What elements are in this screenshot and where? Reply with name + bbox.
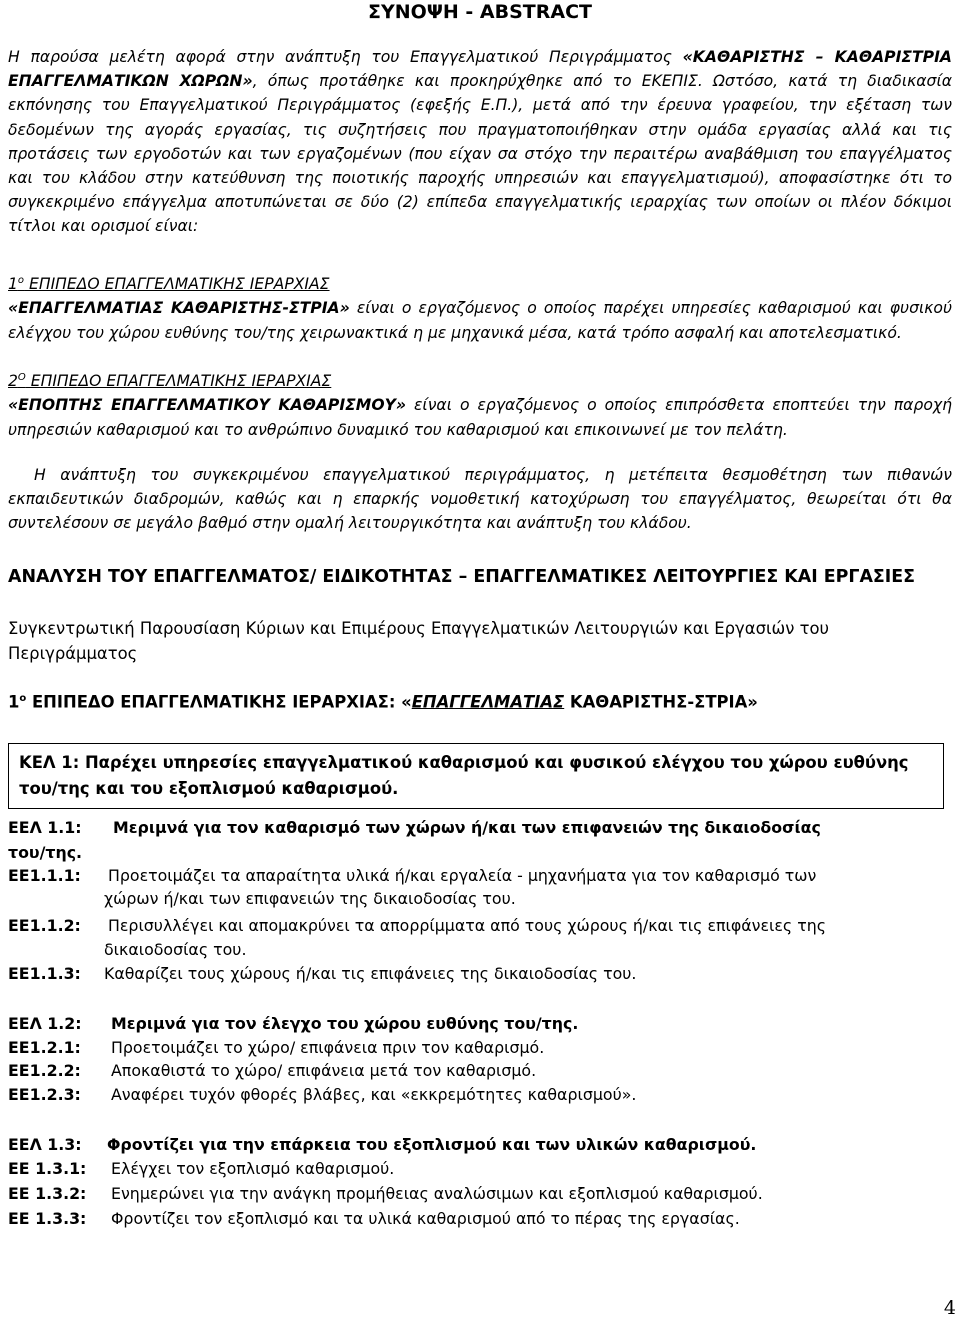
ee-text: Προετοιμάζει τα απαραίτητα υλικά ή/και εργαλεία - μηχανήματα για τον καθαρισμό των <box>108 866 817 885</box>
abstract-closing: Η ανάπτυξη του συγκεκριμένου επαγγελματικού περιγράμματος, η μετέπειτα θεσμοθέτηση των πιθανών εκπαιδευτικών διαδρομών, καθώς και η επαρκής νομοθετική κατοχύρωση του επαγγέλματος, θεωρείται ότι θα συντελέσουν σε μεγάλο βαθμό στην ομαλή λειτουργικότητα και ανάπτυξη του κλάδου. <box>8 466 952 533</box>
kel-text: ΚΕΛ 1: Παρέχει υπηρεσίες επαγγελματικού καθαρισμού και φυσικού ελέγχου του χώρου ευθύνης του/της και του εξοπλισμού καθαρισμού. <box>19 753 909 798</box>
abstract-intro-text-c: , όπως προτάθηκε και προκηρύχθηκε από το ΕΚΕΠΙΣ. Ωστόσο, κατά τη διαδικασία εκπόνησης του Επαγγελματικού Περιγράμματος (εφεξής Ε.Π.), μετά από την έρευνα γραφείου, την εξέταση των δεδομένων της αγοράς εργασίας, τις συζητήσεις που πραγματοποιήθηκαν στην ομάδα εργασίας αλλά και τις προτάσεις των εργοδοτών και των εργαζομένων (που είχαν σα στόχο την περαιτέρω αναβάθμιση του επαγγέλματος και του κλάδου στην κατεύθυνση της ποιοτικής παροχής υπηρεσιών και επαγγελματισμού), αποφασίστηκε ότι το συγκεκριμένο επάγγελμα αποτυπώνεται σε δύο (2) επίπεδα επαγγελματικής ιεραρχίας των οποίων οι πλέον δόκιμοι τίτλοι και ορισμοί είναι: <box>8 72 952 236</box>
ee-code: ΕΕ1.2.2: <box>8 1061 81 1080</box>
ee-text: Περισυλλέγει και απομακρύνει τα απορρίμματα από τους χώρους ή/και τις επιφάνειες της <box>108 916 827 935</box>
page-title: ΣΥΝΟΨΗ - ABSTRACT <box>367 1 593 23</box>
eel-code: ΕΕΛ 1.2: <box>8 1014 82 1033</box>
analysis-heading: ΑΝΑΛΥΣΗ ΤΟΥ ΕΠΑΓΓΕΛΜΑΤΟΣ/ ΕΙΔΙΚΟΤΗΤΑΣ – ΕΠΑΓΓΕΛΜΑΤΙΚΕΣ ΛΕΙΤΟΥΡΓΙΕΣ ΚΑΙ ΕΡΓΑΣΙΕΣ <box>8 567 916 587</box>
ee-text: Αναφέρει τυχόν φθορές βλάβες, και «εκκρεμότητες καθαρισμού». <box>111 1085 637 1104</box>
level1-name: «ΕΠΑΓΓΕΛΜΑΤΙΑΣ ΚΑΘΑΡΙΣΤΗΣ-ΣΤΡΙΑ» <box>8 299 350 318</box>
level-title-text: ΕΠΙΠΕΔΟ ΕΠΑΓΓΕΛΜΑΤΙΚΗΣ ΙΕΡΑΡΧΙΑΣ: « <box>26 692 412 712</box>
ee-code: ΕΕ1.2.3: <box>8 1085 81 1104</box>
eel-text-continuation: του/της. <box>8 843 83 862</box>
eel-code: ΕΕΛ 1.1: <box>8 818 82 837</box>
eel-text: Μεριμνά για τον καθαρισμό των χώρων ή/και των επιφανειών της δικαιοδοσίας <box>113 818 821 837</box>
ee-text: Φροντίζει τον εξοπλισμό και τα υλικά καθαρισμού από το πέρας της εργασίας. <box>111 1209 740 1228</box>
kel-box <box>8 743 944 809</box>
level-title-role: ΕΠΑΓΓΕΛΜΑΤΙΑΣ <box>411 692 565 712</box>
eel-text: Μεριμνά για τον έλεγχο του χώρου ευθύνης του/της. <box>111 1014 579 1033</box>
level1-block <box>8 269 952 345</box>
level1-heading: $1^o$ ΕΠΙΠΕΔΟ ΕΠΑΓΓΕΛΜΑΤΙΚΗΣ ΙΕΡΑΡΧΙΑΣ <box>8 275 330 294</box>
level-ordinal: ο <box>19 693 27 704</box>
abstract-intro <box>8 45 952 239</box>
ee-text: Προετοιμάζει το χώρο/ επιφάνεια πριν τον καθαρισμό. <box>111 1038 545 1057</box>
eel-text: Φροντίζει για την επάρκεια του εξοπλισμού και των υλικών καθαρισμού. <box>107 1135 757 1154</box>
ee-text: Ελέγχει τον εξοπλισμό καθαρισμού. <box>111 1159 395 1178</box>
level1-title <box>8 686 952 714</box>
page-number: 4 <box>943 1297 956 1319</box>
level-title-rest: ΚΑΘΑΡΙΣΤΗΣ-ΣΤΡΙΑ» <box>564 692 758 712</box>
eel-1-1-continuation <box>8 841 952 864</box>
level2-name: «ΕΠΟΠΤΗΣ ΕΠΑΓΓΕΛΜΑΤΙΚΟΥ ΚΑΘΑΡΙΣΜΟΥ» <box>8 396 406 415</box>
ee-code: ΕΕ1.2.1: <box>8 1038 81 1057</box>
abstract-intro-text-a: Η παρούσα μελέτη αφορά στην ανάπτυξη του Επαγγελματικού Περιγράμματος <box>8 48 683 66</box>
level2-definition <box>8 393 952 441</box>
ee-code: ΕΕ1.1.3: <box>8 964 81 983</box>
profile-title-emphasis: «ΚΑΘΑΡΙΣΤΗΣ – ΚΑΘΑΡΙΣΤΡΙΑ ΕΠΑΓΓΕΛΜΑΤΙΚΩΝ ΧΩΡΩΝ» <box>8 48 952 91</box>
ee-text: δικαιοδοσίας του. <box>104 940 247 959</box>
level-number: 1 <box>8 692 20 712</box>
ee-code: ΕΕ 1.3.3: <box>8 1209 87 1228</box>
ee-text: Αποκαθιστά το χώρο/ επιφάνεια μετά τον καθαρισμό. <box>111 1061 537 1080</box>
level2-block <box>8 366 952 442</box>
ee-code: ΕΕ 1.3.1: <box>8 1159 87 1178</box>
ee-text: Ενημερώνει για την ανάγκη προμήθειας αναλώσιμων και εξοπλισμού καθαρισμού. <box>111 1184 763 1203</box>
level1-def-text: είναι ο εργαζόμενος ο οποίος παρέχει υπηρεσίες καθαρισμού και φυσικού ελέγχου του χώρου ευθύνης του/της χειρωνακτικά η με μηχανικά μέσα, κατά τρόπο ασφαλή και αποτελεσματικό. <box>8 299 952 342</box>
level2-heading: $2^O$ ΕΠΙΠΕΔΟ ΕΠΑΓΓΕΛΜΑΤΙΚΗΣ ΙΕΡΑΡΧΙΑΣ <box>8 372 332 391</box>
ee-text: Καθαρίζει τους χώρους ή/και τις επιφάνειες της δικαιοδοσίας του. <box>104 964 637 983</box>
ee-code: ΕΕ1.1.2: <box>8 916 81 935</box>
ee-code: ΕΕ1.1.1: <box>8 866 81 885</box>
eel-code: ΕΕΛ 1.3: <box>8 1135 82 1154</box>
level1-definition <box>8 296 952 344</box>
ee-text: χώρων ή/και των επιφανειών της δικαιοδοσίας του. <box>104 889 516 908</box>
level2-def-text: είναι ο εργαζόμενος ο οποίος επιπρόσθετα εποπτεύει την παροχή υπηρεσιών καθαρισμού και το ανθρώπινο δυναμικό του καθαρισμού και επικοινωνεί με τον πελάτη. <box>8 396 952 439</box>
analysis-subheading: Συγκεντρωτική Παρουσίαση Κύριων και Επιμέρους Επαγγελματικών Λειτουργιών και Εργασιών του Περιγράμματος <box>8 619 829 663</box>
ee-code: ΕΕ 1.3.2: <box>8 1184 87 1203</box>
